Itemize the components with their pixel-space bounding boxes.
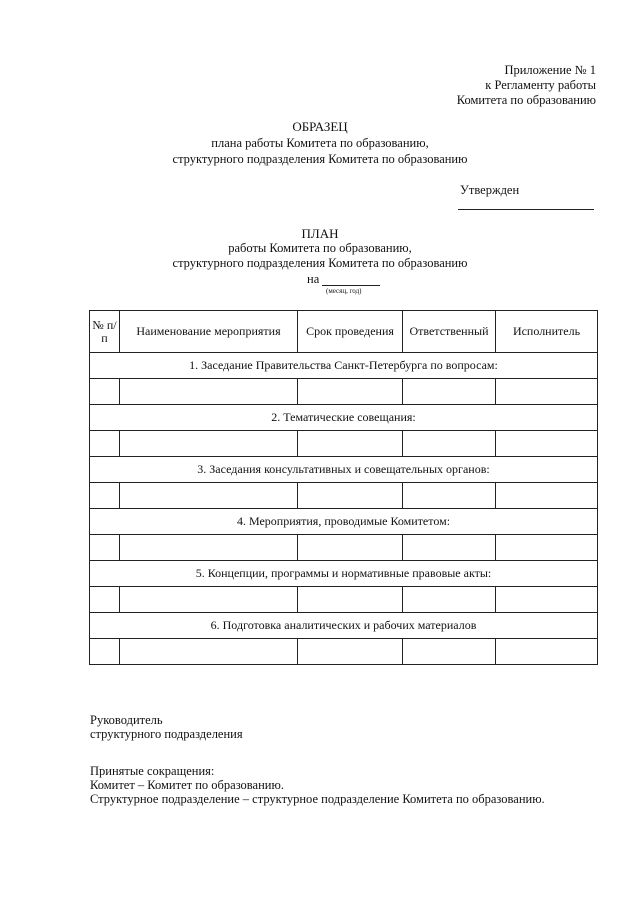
cell-name [120, 483, 298, 509]
appendix-regulation: к Регламенту работы [485, 78, 596, 92]
cell-responsible [403, 379, 496, 405]
approved-label: Утвержден [460, 183, 520, 197]
abbreviation-committee: Комитет – Комитет по образованию. [90, 778, 284, 792]
header-executor: Исполнитель [496, 311, 598, 353]
header-num: № п/п [90, 311, 120, 353]
cell-name [120, 535, 298, 561]
plan-period-label: на [307, 272, 320, 286]
plan-line-1: работы Комитета по образованию, [228, 241, 412, 255]
cell-num [90, 639, 120, 665]
cell-responsible [403, 639, 496, 665]
appendix-committee: Комитета по образованию [456, 93, 596, 107]
cell-term [298, 379, 403, 405]
table-row [90, 639, 598, 665]
section-row [90, 353, 598, 379]
header-term: Срок проведения [298, 311, 403, 353]
sample-heading [0, 119, 640, 167]
approved-signature-line [458, 209, 594, 210]
sample-line-1: плана работы Комитета по образованию, [211, 136, 429, 150]
cell-name [120, 431, 298, 457]
section-title: 3. Заседания консультативных и совещательных органов: [90, 457, 598, 483]
table-row [90, 535, 598, 561]
section-title: 4. Мероприятия, проводимые Комитетом: [90, 509, 598, 535]
header-responsible: Ответственный [403, 311, 496, 353]
section-row [90, 561, 598, 587]
cell-name [120, 639, 298, 665]
section-title: 1. Заседание Правительства Санкт-Петербурга по вопросам: [90, 353, 598, 379]
plan-table [89, 310, 598, 665]
cell-executor [496, 379, 598, 405]
head-title-line-2: структурного подразделения [90, 727, 243, 741]
cell-num [90, 587, 120, 613]
cell-executor [496, 431, 598, 457]
section-row [90, 509, 598, 535]
cell-executor [496, 483, 598, 509]
cell-executor [496, 535, 598, 561]
cell-num [90, 483, 120, 509]
cell-term [298, 483, 403, 509]
abbreviations-title: Принятые сокращения: [90, 764, 215, 778]
table-header-row [90, 311, 598, 353]
cell-responsible [403, 431, 496, 457]
table-row [90, 587, 598, 613]
cell-num [90, 431, 120, 457]
plan-heading [0, 226, 640, 271]
cell-name [120, 379, 298, 405]
cell-responsible [403, 483, 496, 509]
cell-num [90, 535, 120, 561]
section-row [90, 613, 598, 639]
plan-line-2: структурного подразделения Комитета по образованию [172, 256, 468, 270]
plan-title: ПЛАН [301, 226, 339, 241]
section-row [90, 457, 598, 483]
section-row [90, 405, 598, 431]
plan-period-blank [322, 285, 380, 286]
cell-num [90, 379, 120, 405]
plan-period-caption: (месяц, год) [326, 287, 362, 295]
appendix-number: Приложение № 1 [504, 63, 596, 77]
section-title: 6. Подготовка аналитических и рабочих материалов [90, 613, 598, 639]
cell-term [298, 587, 403, 613]
cell-name [120, 587, 298, 613]
head-title-line-1: Руководитель [90, 713, 163, 727]
abbreviation-department: Структурное подразделение – структурное подразделение Комитета по образованию. [90, 792, 545, 806]
cell-responsible [403, 587, 496, 613]
cell-executor [496, 639, 598, 665]
section-title: 5. Концепции, программы и нормативные правовые акты: [90, 561, 598, 587]
appendix-header [457, 63, 596, 108]
table-row [90, 431, 598, 457]
header-name: Наименование мероприятия [120, 311, 298, 353]
abbreviations-block [90, 764, 545, 806]
cell-term [298, 535, 403, 561]
sample-line-2: структурного подразделения Комитета по образованию [172, 152, 468, 166]
cell-executor [496, 587, 598, 613]
table-row [90, 483, 598, 509]
cell-responsible [403, 535, 496, 561]
cell-term [298, 639, 403, 665]
section-title: 2. Тематические совещания: [90, 405, 598, 431]
table-row [90, 379, 598, 405]
signature-block [90, 713, 243, 741]
sample-title: ОБРАЗЕЦ [292, 119, 348, 134]
cell-term [298, 431, 403, 457]
